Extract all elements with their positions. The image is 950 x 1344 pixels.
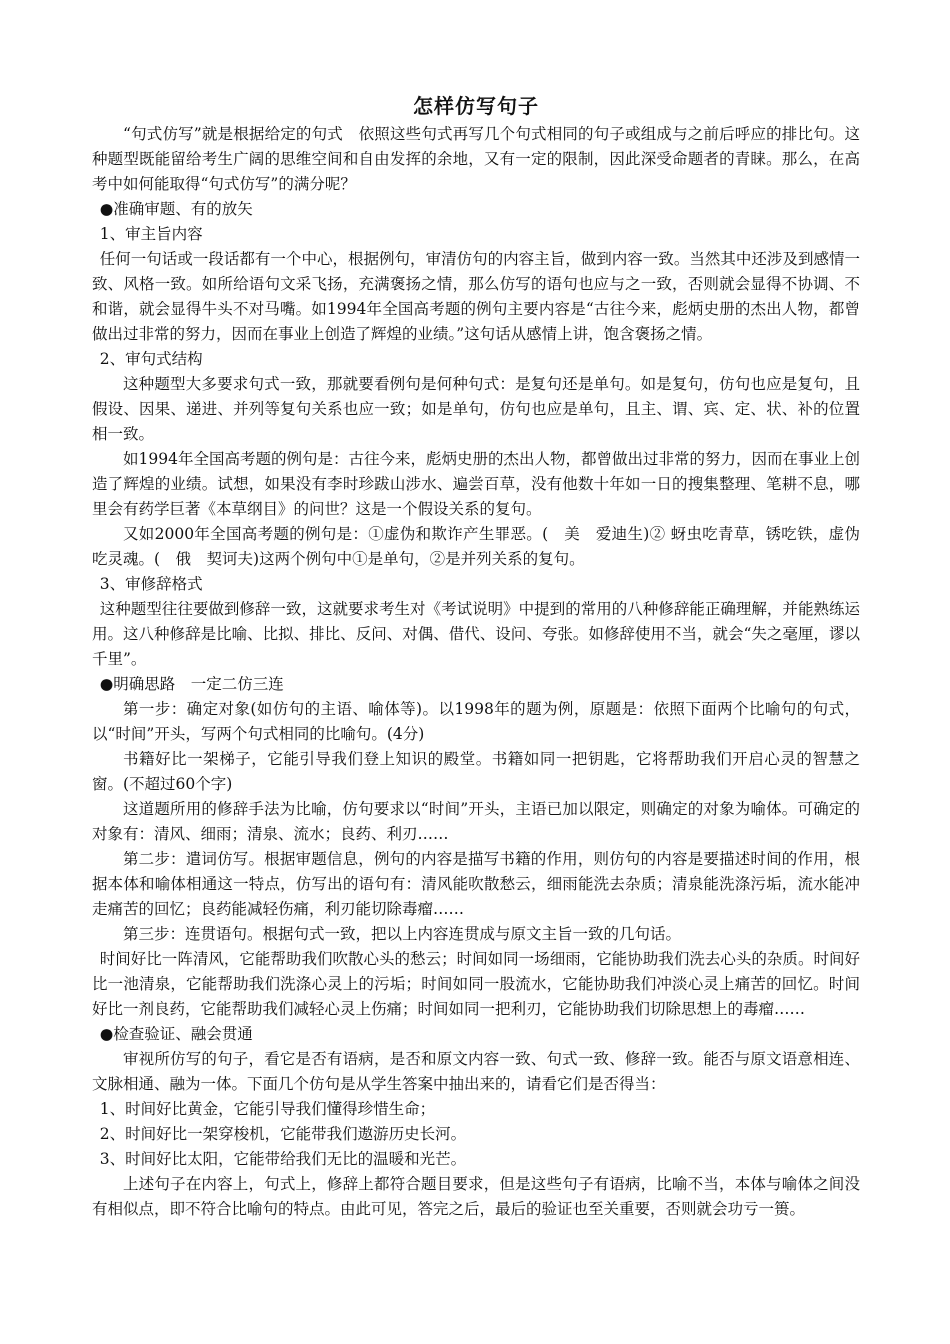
section-heading: 3、审修辞格式 [99,575,203,593]
section-heading: 1、审主旨内容 [99,225,203,243]
paragraph: 上述句子在内容上，句式上，修辞上都符合题目要求，但是这些句子有语病，比喻不当，本体与喻体之间没有相似点，即不符合比喻句的特点。由此可见，答完之后，最后的验证也至关重要，否则就会功亏一篑。 [92,1175,860,1218]
section-heading: 2、时间好比一架穿梭机，它能带我们遨游历史长河。 [99,1125,467,1143]
paragraph: 第三步：连贯语句。根据句式一致，把以上内容连贯成与原文主旨一致的几句话。 [123,925,682,943]
section-heading: ●准确审题、有的放矢 [99,200,253,218]
paragraph: 第二步：遣词仿写。根据审题信息，例句的内容是描写书籍的作用，则仿句的内容是要描述时间的作用，根据本体和喻体相通这一特点，仿写出的语句有：清风能吹散愁云，细雨能洗去杂质；清泉能洗涤污垢，流水能冲走痛苦的回忆；良药能减轻伤痛，利刃能切除毒瘤…… [92,850,860,918]
paragraph: 又如2000年全国高考题的例句是：①虚伪和欺诈产生罪恶。( 美 爱迪生)② 蚜虫吃青草，锈吃铁，虚伪吃灵魂。( 俄 契诃夫)这两个例句中①是单句，②是并列关系的复句。 [92,525,860,568]
paragraph: “句式仿写”就是根据给定的句式 依照这些句式再写几个句式相同的句子或组成与之前后呼应的排比句。这种题型既能留给考生广阔的思维空间和自由发挥的余地，又有一定的限制，因此深受命题者的青睐。那么，在高考中如何能取得“句式仿写”的满分呢？ [92,125,860,193]
section-heading: 3、时间好比太阳，它能带给我们无比的温暖和光芒。 [99,1150,467,1168]
paragraph: 任何一句话或一段话都有一个中心，根据例句，审清仿句的内容主旨，做到内容一致。当然其中还涉及到感情一致、风格一致。如所给语句文采飞扬，充满褒扬之情，那么仿写的语句也应与之一致，否则就会显得不协调、不和谐，就会显得牛头不对马嘴。如1994年全国高考题的例句主要内容是“古往今来，彪炳史册的杰出人物，都曾做出过非常的努力，因而在事业上创造了辉煌的业绩。”这句话从感情上讲，饱含褒扬之情。 [92,250,860,343]
paragraph: 书籍好比一架梯子，它能引导我们登上知识的殿堂。书籍如同一把钥匙，它将帮助我们开启心灵的智慧之窗。(不超过60个字) [92,750,860,793]
paragraph: 如1994年全国高考题的例句是：古往今来，彪炳史册的杰出人物，都曾做出过非常的努力，因而在事业上创造了辉煌的业绩。试想，如果没有李时珍跋山涉水、遍尝百草，没有他数十年如一日的搜集整理、笔耕不息，哪里会有药学巨著《本草纲目》的问世？这是一个假设关系的复句。 [92,450,860,518]
paragraph: 这种题型大多要求句式一致，那就要看例句是何种句式：是复句还是单句。如是复句，仿句也应是复句，且假设、因果、递进、并列等复句关系也应一致；如是单句，仿句也应是单句，且主、谓、宾、定、状、补的位置相一致。 [92,375,860,443]
paragraph: 这道题所用的修辞手法为比喻，仿句要求以“时间”开头，主语已加以限定，则确定的对象为喻体。可确定的对象有：清风、细雨；清泉、流水；良药、利刃…… [92,800,860,843]
article-body [92,122,860,1222]
paragraph: 这种题型往往要做到修辞一致，这就要求考生对《考试说明》中提到的常用的八种修辞能正确理解，并能熟练运用。这八种修辞是比喻、比拟、排比、反问、对偶、借代、设问、夸张。如修辞使用不当，就会“失之毫厘，谬以千里”。 [92,600,860,668]
section-heading: ●检查验证、融会贯通 [99,1025,253,1043]
paragraph: 第一步：确定对象(如仿句的主语、喻体等)。以1998年的题为例，原题是：依照下面两个比喻句的句式，以“时间”开头，写两个句式相同的比喻句。(4分) [92,700,860,743]
page-title: 怎样仿写句子 [413,94,539,118]
paragraph: 审视所仿写的句子，看它是否有语病，是否和原文内容一致、句式一致、修辞一致。能否与原文语意相连、文脉相通、融为一体。下面几个仿句是从学生答案中抽出来的，请看它们是否得当： [92,1050,860,1093]
section-heading: 1、时间好比黄金，它能引导我们懂得珍惜生命； [99,1100,436,1118]
paragraph: 时间好比一阵清风，它能帮助我们吹散心头的愁云；时间如同一场细雨，它能协助我们洗去心头的杂质。时间好比一池清泉，它能帮助我们洗涤心灵上的污垢；时间如同一股流水，它能协助我们冲淡心灵上痛苦的回忆。时间好比一剂良药，它能帮助我们减轻心灵上伤痛；时间如同一把利刃，它能协助我们切除思想上的毒瘤…… [92,950,860,1018]
section-heading: 2、审句式结构 [99,350,203,368]
section-heading: ●明确思路 一定二仿三连 [99,675,284,693]
